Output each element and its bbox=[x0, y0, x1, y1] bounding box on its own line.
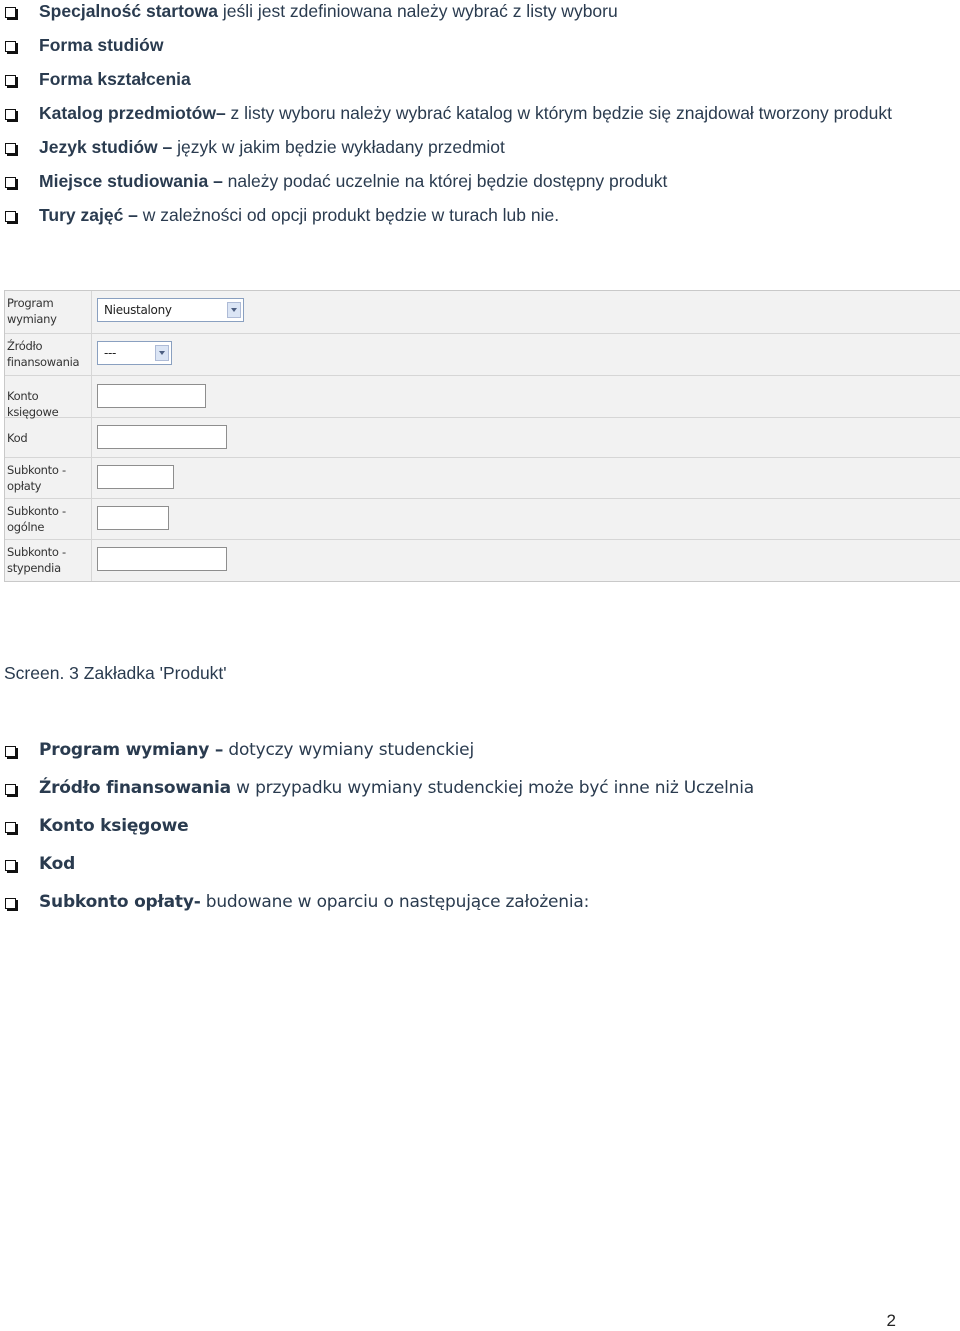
list-item: Źródło finansowania w przypadku wymiany studenckiej może być inne niż Uczelnia bbox=[0, 776, 754, 800]
checkbox-bullet-icon bbox=[5, 41, 16, 52]
program-select-value: Nieustalony bbox=[104, 303, 172, 317]
checkbox-bullet-icon bbox=[5, 784, 16, 795]
form-row-subkonto-stypendia bbox=[5, 540, 960, 581]
form-row-subkonto-oplaty bbox=[5, 458, 960, 499]
form-row-program bbox=[5, 291, 960, 334]
list-item: Jezyk studiów – język w jakim będzie wykładany przedmiot bbox=[0, 136, 910, 159]
konto-label: Konto księgowe bbox=[5, 376, 92, 417]
subkonto-ogolne-label: Subkonto - ogólne bbox=[5, 499, 92, 539]
field-description-list bbox=[0, 738, 754, 928]
subkonto-ogolne-input[interactable] bbox=[97, 506, 169, 530]
konto-input[interactable] bbox=[97, 384, 206, 408]
kod-label: Kod bbox=[5, 418, 92, 457]
zrodlo-select[interactable] bbox=[97, 341, 172, 365]
zrodlo-select-value: --- bbox=[104, 346, 117, 360]
list-item: Forma kształcenia bbox=[0, 68, 910, 91]
checkbox-bullet-icon bbox=[5, 746, 16, 757]
form-row-subkonto-ogolne bbox=[5, 499, 960, 540]
zrodlo-label: Źródło finansowania bbox=[5, 334, 92, 375]
list-item: Forma studiów bbox=[0, 34, 910, 57]
program-select[interactable] bbox=[97, 298, 244, 322]
checkbox-bullet-icon bbox=[5, 143, 16, 154]
figure-caption: Screen. 3 Zakładka 'Produkt' bbox=[4, 663, 227, 683]
description-bullet-list bbox=[0, 0, 910, 238]
list-item: Konto księgowe bbox=[0, 814, 754, 838]
subkonto-stypendia-input[interactable] bbox=[97, 547, 227, 571]
kod-input[interactable] bbox=[97, 425, 227, 449]
checkbox-bullet-icon bbox=[5, 7, 16, 18]
checkbox-bullet-icon bbox=[5, 177, 16, 188]
checkbox-bullet-icon bbox=[5, 75, 16, 86]
list-item: Katalog przedmiotów– z listy wyboru należy wybrać katalog w którym będzie się znajdował tworzony produkt bbox=[0, 102, 910, 125]
list-item: Miejsce studiowania – należy podać uczelnie na której będzie dostępny produkt bbox=[0, 170, 910, 193]
list-item: Tury zajęć – w zależności od opcji produkt będzie w turach lub nie. bbox=[0, 204, 910, 227]
list-item: Kod bbox=[0, 852, 754, 876]
form-row-konto bbox=[5, 376, 960, 418]
checkbox-bullet-icon bbox=[5, 860, 16, 871]
subkonto-oplaty-input[interactable] bbox=[97, 465, 174, 489]
list-item: Specjalność startowa jeśli jest zdefiniowana należy wybrać z listy wyboru bbox=[0, 0, 910, 23]
chevron-down-icon[interactable] bbox=[155, 345, 169, 361]
page-number: 2 bbox=[886, 1311, 896, 1330]
list-item: Program wymiany – dotyczy wymiany studenckiej bbox=[0, 738, 754, 762]
checkbox-bullet-icon bbox=[5, 211, 16, 222]
chevron-down-icon[interactable] bbox=[227, 302, 241, 318]
list-item: Subkonto opłaty- budowane w oparciu o następujące założenia: bbox=[0, 890, 754, 914]
product-form-screenshot bbox=[4, 290, 960, 582]
checkbox-bullet-icon bbox=[5, 109, 16, 120]
subkonto-stypendia-label: Subkonto - stypendia bbox=[5, 540, 92, 581]
subkonto-oplaty-label: Subkonto - opłaty bbox=[5, 458, 92, 498]
program-label: Program wymiany bbox=[5, 291, 92, 333]
form-row-kod bbox=[5, 418, 960, 458]
checkbox-bullet-icon bbox=[5, 898, 16, 909]
form-row-zrodlo bbox=[5, 334, 960, 376]
checkbox-bullet-icon bbox=[5, 822, 16, 833]
